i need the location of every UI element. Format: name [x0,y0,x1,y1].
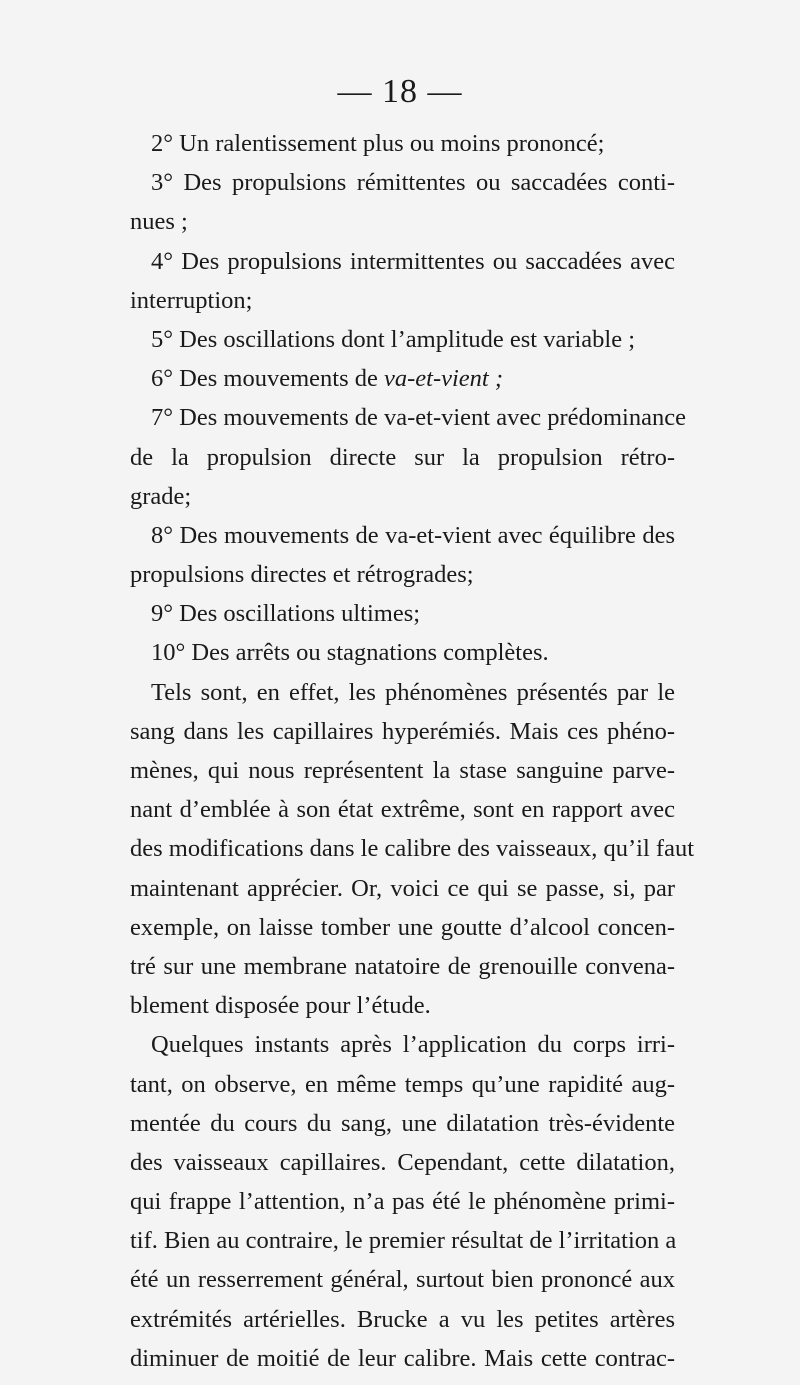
text-line: nant d’emblée à son état extrême, sont en rapport avec [130,796,675,824]
text-line: nues ; [130,208,188,236]
text-line [130,359,675,398]
text-line: tant, on observe, en même temps qu’une rapidité aug- [130,1070,675,1098]
text-line: grade; [130,482,192,510]
text-line: extrémités artérielles. Brucke a vu les petites artères [130,1305,675,1333]
text-line: 8° Des mouvements de va-et-vient avec équilibre des [151,521,675,549]
text-line: mentée du cours du sang, une dilatation très-évidente [130,1109,675,1137]
text-line: 10° Des arrêts ou stagnations complètes. [151,639,549,667]
page-number-header: — 18 — [337,73,463,110]
text-line: 2° Un ralentissement plus ou moins prononcé; [151,130,605,157]
text-line: été un resserrement général, surtout bien prononcé aux [130,1266,675,1294]
text-line: exemple, on laisse tomber une goutte d’alcool concen- [130,913,675,941]
text-line: de la propulsion directe sur la propulsion rétro- [130,443,675,471]
text-line: 3° Des propulsions rémittentes ou saccadées conti- [151,169,675,197]
body-text [130,124,695,1378]
text-line: des modifications dans le calibre des vaisseaux, qu’il faut [130,835,695,863]
text-line: sang dans les capillaires hyperémiés. Mais ces phéno- [130,717,675,745]
text-line: des vaisseaux capillaires. Cependant, cette dilatation, [130,1148,675,1176]
text-line: diminuer de moitié de leur calibre. Mais cette contrac- [130,1344,675,1372]
text-line: interruption; [130,286,253,314]
text-line: 5° Des oscillations dont l’amplitude est variable ; [151,325,636,353]
text-line: Quelques instants après l’application du corps irri- [151,1031,675,1059]
text-line: propulsions directes et rétrogrades; [130,561,474,589]
text-line: 7° Des mouvements de va-et-vient avec prédominance [151,404,686,432]
text-line: blement disposée pour l’étude. [130,992,431,1020]
text-line: Tels sont, en effet, les phénomènes présentés par le [151,678,675,706]
text-line: mènes, qui nous représentent la stase sanguine parve- [130,757,675,784]
text-line: 4° Des propulsions intermittentes ou saccadées avec [151,247,675,275]
text-line-prefix: 6° Des mouvements de [151,365,384,393]
text-line: tif. Bien au contraire, le premier résultat de l’irritation a [130,1227,677,1255]
text-line: maintenant apprécier. Or, voici ce qui se passe, si, par [130,874,675,902]
text-line: tré sur une membrane natatoire de grenouille convena- [130,952,675,980]
text-line-emphasis: va-et-vient ; [383,365,504,393]
text-line: qui frappe l’attention, n’a pas été le phénomène primi- [130,1188,675,1216]
text-line: 9° Des oscillations ultimes; [151,600,421,628]
